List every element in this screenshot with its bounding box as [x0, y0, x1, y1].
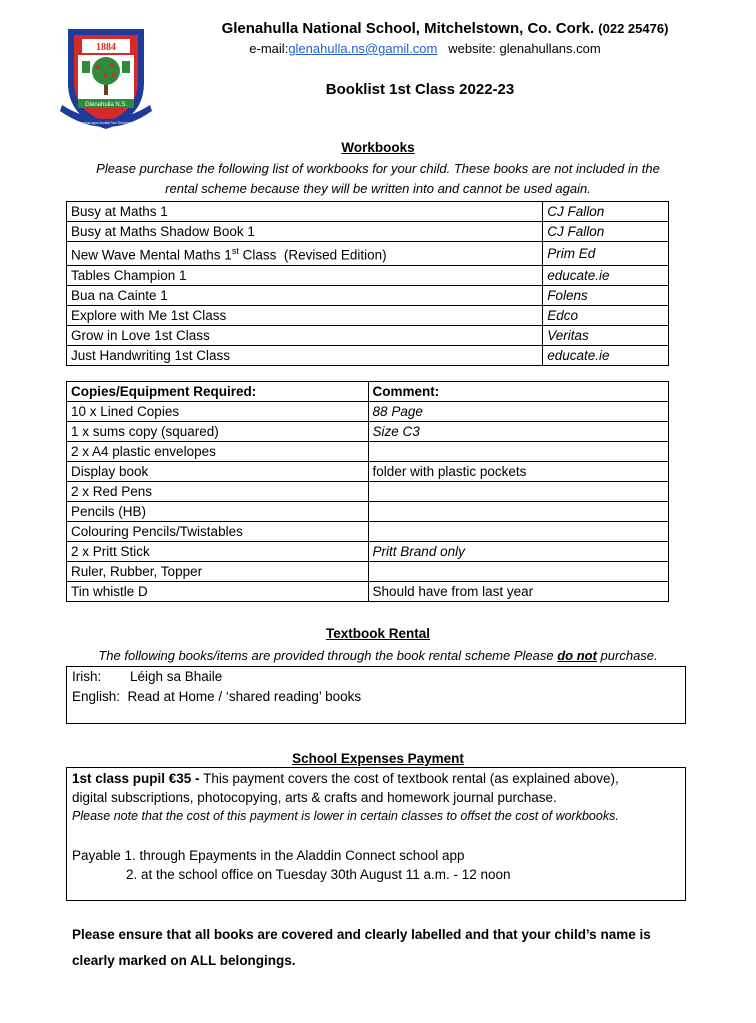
rental-english-value: Read at Home / ‘shared reading’ books: [127, 689, 362, 704]
workbook-publisher: Edco: [543, 305, 669, 325]
copies-item: 2 x Red Pens: [67, 482, 369, 502]
copies-header-comment: Comment:: [368, 382, 668, 402]
workbook-publisher: Prim Ed: [543, 242, 669, 266]
copies-item: Display book: [67, 462, 369, 482]
expenses-pay1: Payable 1. through Epayments in the Aladdin Connect school app: [72, 848, 465, 863]
booklist-title: Booklist 1st Class 2022-23: [325, 81, 515, 98]
table-row: [67, 242, 669, 266]
contact-line: [165, 41, 685, 56]
workbook-title: Busy at Maths Shadow Book 1: [67, 222, 543, 242]
copies-comment: [368, 522, 668, 542]
expenses-pay2: 2. at the school office on Tuesday 30th August 11 a.m. - 12 noon: [126, 867, 511, 882]
table-row: [67, 422, 669, 442]
table-row: [67, 402, 669, 422]
table-row: [67, 522, 669, 542]
rental-english-label: English:: [72, 689, 121, 704]
copies-comment: [368, 502, 668, 522]
email-link[interactable]: glenahulla.ns@gamil.com: [288, 41, 438, 56]
workbook-title: Bua na Cainte 1: [67, 285, 543, 305]
expenses-text1: This payment covers the cost of textbook rental (as explained above),: [199, 771, 619, 786]
workbook-title: Grow in Love 1st Class: [67, 325, 543, 345]
workbook-title-sup: st: [231, 246, 239, 256]
table-row: [67, 305, 669, 325]
copies-comment: [368, 482, 668, 502]
copies-header-item: Copies/Equipment Required:: [67, 382, 369, 402]
workbook-publisher: Veritas: [543, 325, 669, 345]
table-row: [67, 265, 669, 285]
copies-comment: folder with plastic pockets: [368, 462, 668, 482]
copies-comment: [368, 442, 668, 462]
school-name-heading: [165, 20, 725, 37]
table-row: [67, 502, 669, 522]
copies-item: 2 x A4 plastic envelopes: [67, 442, 369, 462]
rental-note-post: purchase.: [596, 648, 658, 663]
copies-item: Colouring Pencils/Twistables: [67, 522, 369, 542]
workbook-title: [67, 242, 543, 266]
crest-year: 1884: [96, 42, 116, 53]
copies-comment: Size C3: [368, 422, 668, 442]
copies-comment: [368, 562, 668, 582]
expenses-line2: digital subscriptions, photocopying, arts & crafts and homework journal purchase.: [72, 790, 557, 805]
expenses-box: [66, 767, 686, 901]
table-row: [67, 462, 669, 482]
workbooks-note-line1: Please purchase the following list of workbooks for your child. These books are not included in the: [96, 161, 660, 176]
rental-note: [60, 646, 696, 666]
rental-irish-row: [72, 669, 222, 684]
copies-item: Tin whistle D: [67, 582, 369, 602]
footer-line2: clearly marked on ALL belongings.: [72, 953, 296, 968]
workbook-title: Just Handwriting 1st Class: [67, 345, 543, 365]
copies-item: Pencils (HB): [67, 502, 369, 522]
table-header-row: [67, 382, 669, 402]
website-text: website: glenahullans.com: [448, 41, 601, 56]
rental-english-row: [72, 689, 361, 704]
rental-note-emph: do not: [557, 648, 597, 663]
school-name: Glenahulla National School, Mitchelstown, Co. Cork.: [221, 20, 595, 37]
workbooks-table: [66, 201, 669, 366]
email-prefix: e-mail:: [249, 41, 289, 56]
copies-item: 2 x Pritt Stick: [67, 542, 369, 562]
copies-comment: Pritt Brand only: [368, 542, 668, 562]
workbook-title-rest: Class (Revised Edition): [238, 247, 387, 263]
workbooks-note: [60, 159, 696, 199]
expenses-title: School Expenses Payment: [292, 751, 464, 766]
workbook-title: Tables Champion 1: [67, 265, 543, 285]
copies-comment: Should have from last year: [368, 582, 668, 602]
rental-box: [66, 666, 686, 724]
school-crest-logo: [58, 25, 154, 133]
table-row: [67, 202, 669, 222]
table-row: [67, 442, 669, 462]
workbook-title: Busy at Maths 1: [67, 202, 543, 222]
workbook-publisher: CJ Fallon: [543, 222, 669, 242]
copies-table: [66, 381, 669, 602]
table-row: [67, 482, 669, 502]
crest-name: Glenahulla N.S.: [84, 102, 128, 108]
copies-item: Ruler, Rubber, Topper: [67, 562, 369, 582]
table-row: [67, 222, 669, 242]
crest-motto: Oideachas agus Scoláip Faoi Thionchar Dé: [75, 121, 137, 125]
rental-title: Textbook Rental: [325, 626, 430, 641]
table-row: [67, 542, 669, 562]
footer-notice: [72, 922, 692, 974]
workbook-publisher: educate.ie: [543, 265, 669, 285]
table-row: [67, 285, 669, 305]
workbook-publisher: educate.ie: [543, 345, 669, 365]
workbooks-title: Workbooks: [341, 140, 415, 155]
table-row: [67, 582, 669, 602]
rental-irish-value: Léigh sa Bhaile: [130, 669, 223, 684]
copies-item: 10 x Lined Copies: [67, 402, 369, 422]
copies-comment: 88 Page: [368, 402, 668, 422]
rental-irish-label: Irish:: [72, 669, 102, 684]
table-row: [67, 345, 669, 365]
workbooks-note-line2: rental scheme because they will be written into and cannot be used again.: [165, 181, 591, 196]
workbook-title: Explore with Me 1st Class: [67, 305, 543, 325]
expenses-line3: Please note that the cost of this payment is lower in certain classes to offset the cost of workbooks.: [72, 809, 619, 823]
table-row: [67, 562, 669, 582]
copies-item: 1 x sums copy (squared): [67, 422, 369, 442]
expenses-line1: [72, 771, 619, 786]
rental-note-pre: The following books/items are provided through the book rental scheme Please: [98, 648, 558, 663]
workbook-title-main: New Wave Mental Maths 1: [71, 247, 232, 263]
table-row: [67, 325, 669, 345]
footer-line1: Please ensure that all books are covered and clearly labelled and that your child’s name is: [72, 927, 651, 942]
workbook-publisher: CJ Fallon: [543, 202, 669, 222]
workbook-publisher: Folens: [543, 285, 669, 305]
school-phone: (022 25476): [598, 21, 669, 36]
expenses-lead: 1st class pupil €35 -: [72, 771, 200, 786]
